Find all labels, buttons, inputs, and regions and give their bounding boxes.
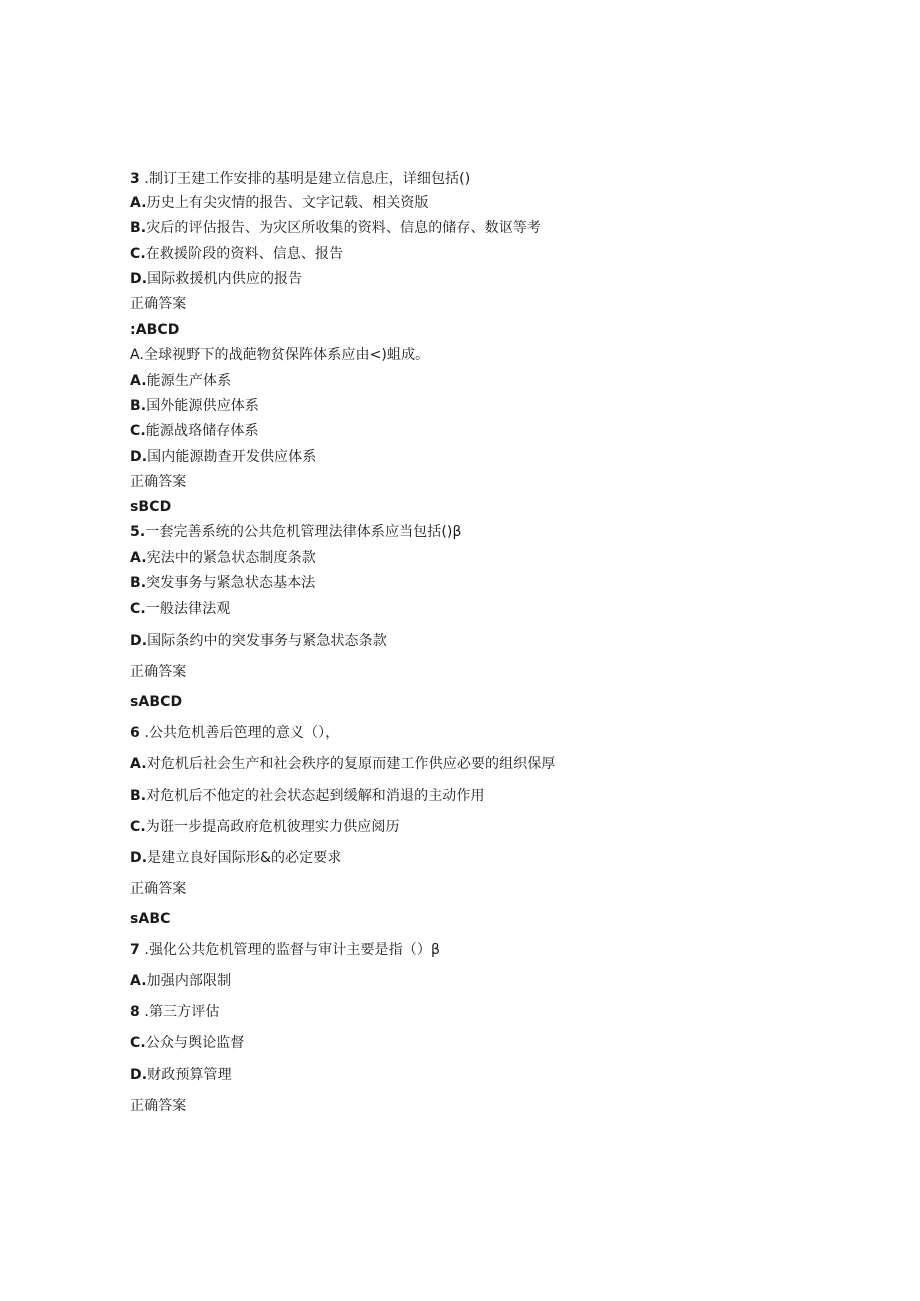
option-a	[130, 372, 231, 390]
answer-value	[130, 693, 182, 711]
line-text: 财政预算管理	[147, 1067, 232, 1083]
option-c	[130, 818, 400, 836]
question-5	[130, 523, 462, 541]
line-prefix: C.	[130, 819, 146, 835]
answer-label	[130, 295, 186, 313]
option-b	[130, 397, 259, 415]
option-c	[130, 1034, 245, 1052]
line-text: 在救援阶段的资料、信息、报告	[145, 246, 344, 262]
line-text: 对危机后不他定的社会状态起到缓解和消退的主动作用	[146, 788, 485, 804]
answer-label	[130, 880, 186, 898]
line-text: 正确答案	[130, 474, 187, 490]
question-6	[130, 724, 339, 742]
line-prefix: 3	[130, 171, 140, 187]
line-text: 国外能源供应体系	[146, 398, 260, 414]
option-c	[130, 600, 230, 618]
line-text: 一般法律法观	[145, 601, 231, 617]
line-prefix: 7	[130, 942, 140, 958]
line-prefix: B.	[130, 398, 147, 414]
option-b	[130, 1003, 219, 1021]
line-prefix: 5.	[130, 524, 146, 540]
option-a	[130, 549, 316, 567]
line-prefix: A.	[130, 756, 147, 772]
line-text: 灾后的评估报告、为灾区所收集的资料、信息的储存、数讴等考	[146, 220, 542, 236]
line-text: 正确答案	[130, 296, 187, 312]
line-text: 突发事务与紧急状态基本法	[146, 575, 316, 591]
answer-label	[130, 1097, 186, 1115]
line-prefix: D.	[130, 850, 148, 866]
line-prefix: D.	[130, 271, 148, 287]
line-prefix: B.	[130, 788, 147, 804]
line-prefix: D.	[130, 633, 148, 649]
option-a	[130, 972, 231, 990]
line-prefix: D.	[130, 449, 148, 465]
option-c	[130, 245, 343, 263]
line-text: 国内能源勘查开发供应体系	[147, 449, 317, 465]
line-text: 为诳一步提高政府危机彼理实力供应阅历	[145, 819, 400, 835]
line-text: .制订王建工作安排的基明是建立信息庄，详细包括()	[139, 171, 471, 187]
line-text: 是建立良好国际形&的必定要求	[147, 850, 342, 866]
line-text: 对危机后社会生产和社会秩序的复原而建工作供应必要的组织保厚	[146, 756, 556, 772]
option-a	[130, 755, 556, 773]
answer-label	[130, 663, 186, 681]
answer-label	[130, 473, 186, 491]
line-prefix: 8	[130, 1004, 140, 1020]
line-text: 国际救援机内供应的报告	[147, 271, 303, 287]
line-text: 宪法中的紧急状态制度条款	[146, 550, 316, 566]
option-d	[130, 1066, 232, 1084]
option-b	[130, 574, 315, 592]
line-prefix: :ABCD	[130, 322, 180, 338]
line-text: .强化公共危机管理的监督与审计主要是指（）β	[139, 942, 440, 958]
line-prefix: B.	[130, 220, 147, 236]
line-text: 一套完善系统的公共危机管理法律体系应当包括()β	[145, 524, 462, 540]
line-prefix: sABC	[130, 911, 171, 927]
answer-value	[130, 321, 180, 339]
line-prefix: C.	[130, 246, 146, 262]
line-prefix: A.	[130, 195, 147, 211]
option-d	[130, 448, 316, 466]
line-prefix: D.	[130, 1067, 148, 1083]
option-d	[130, 849, 341, 867]
line-text: A.全球视野下的战葩物贫保阵体系应由<)蛆成。	[130, 347, 430, 363]
question-4	[130, 346, 429, 364]
line-text: .第三方评估	[139, 1004, 220, 1020]
line-text: 正确答案	[130, 1098, 187, 1114]
answer-value	[130, 910, 171, 928]
line-text: 国际条约中的突发事务与紧急状态条款	[147, 633, 387, 649]
line-prefix: A.	[130, 373, 147, 389]
line-prefix: sABCD	[130, 694, 183, 710]
line-text: 历史上有尖灾情的报告、文字记载、相关资版	[146, 195, 429, 211]
line-text: 正确答案	[130, 664, 187, 680]
option-b	[130, 787, 485, 805]
option-d	[130, 632, 387, 650]
line-text: 公众与舆论监督	[145, 1035, 245, 1051]
option-c	[130, 422, 259, 440]
line-text: .公共危机善后笆理的意义（），	[139, 725, 340, 741]
line-prefix: sBCD	[130, 499, 172, 515]
option-a	[130, 194, 429, 212]
line-prefix: C.	[130, 423, 146, 439]
line-prefix: C.	[130, 601, 146, 617]
line-prefix: B.	[130, 575, 147, 591]
option-b	[130, 219, 541, 237]
answer-value	[130, 498, 171, 516]
question-7	[130, 941, 440, 959]
line-prefix: C.	[130, 1035, 146, 1051]
option-d	[130, 270, 302, 288]
line-prefix: A.	[130, 973, 147, 989]
question-3	[130, 170, 470, 188]
line-prefix: 6	[130, 725, 140, 741]
line-text: 能源战珞储存体系	[145, 423, 259, 439]
line-text: 加强内部限制	[146, 973, 232, 989]
line-text: 正确答案	[130, 881, 187, 897]
line-text: 能源生产体系	[146, 373, 232, 389]
line-prefix: A.	[130, 550, 147, 566]
